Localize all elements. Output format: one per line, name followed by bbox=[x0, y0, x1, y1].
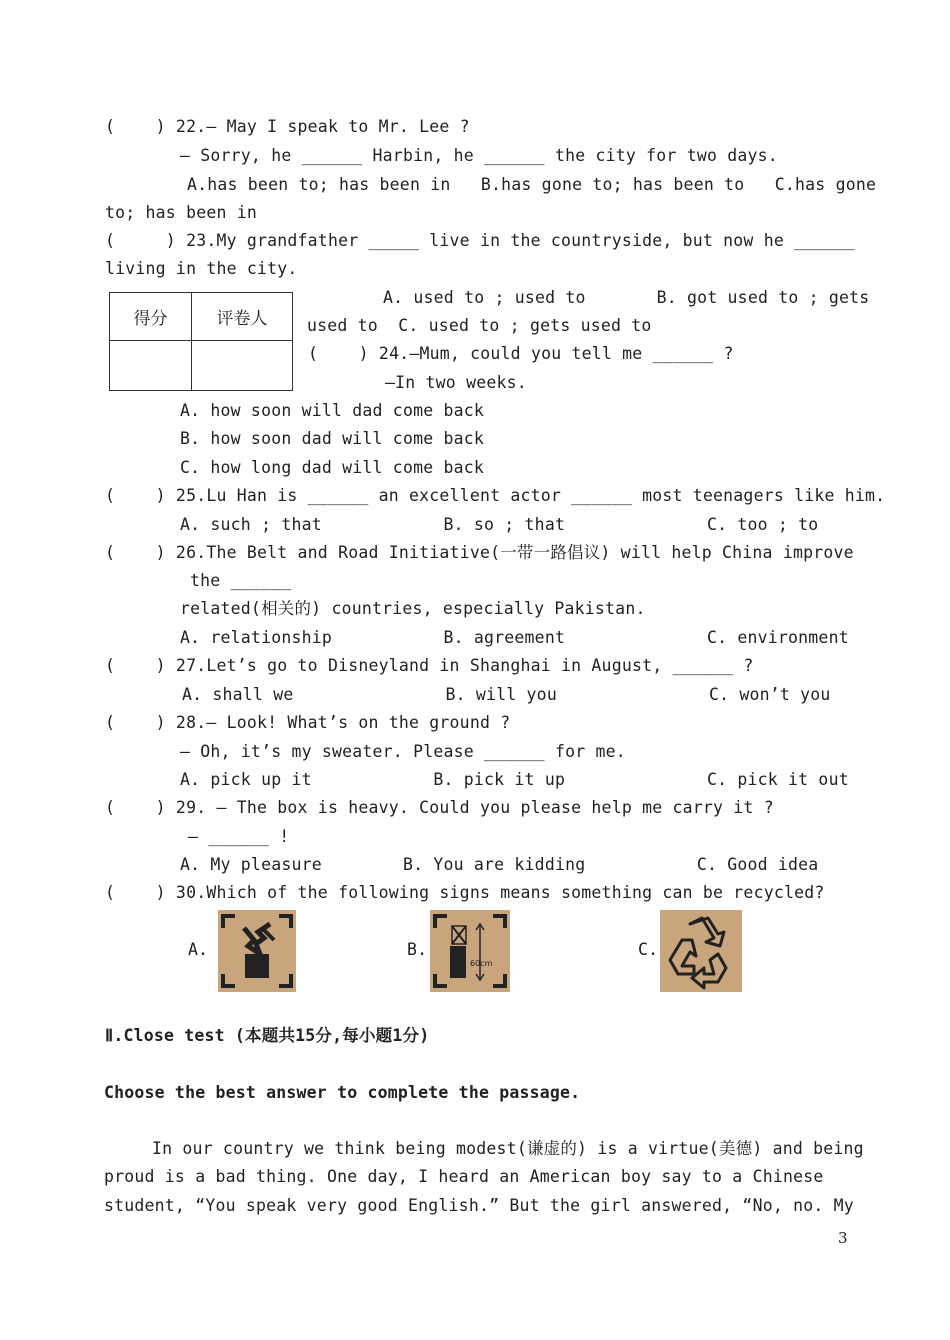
q30-stem: ( ) 30.Which of the following signs means something can be recycled? bbox=[105, 883, 825, 902]
q29-dialog: — ______ ! bbox=[188, 827, 290, 846]
q24-option-b: B. how soon dad will come back bbox=[180, 429, 485, 448]
q26-stem-cont: the ______ bbox=[190, 571, 292, 590]
passage-line-2: proud is a bad thing. One day, I heard an American boy say to a Chinese bbox=[104, 1167, 824, 1186]
page-number: 3 bbox=[838, 1229, 848, 1247]
passage-line-3: student, “You speak very good English.” But the girl answered, “No, no. My bbox=[104, 1196, 854, 1215]
q22-options: A.has been to; has been in B.has gone to; has been to C.has gone bbox=[187, 175, 877, 194]
passage-line-1: In our country we think being modest(谦虚的) is a virtue(美德) and being bbox=[152, 1139, 864, 1158]
q27-stem: ( ) 27.Let’s go to Disneyland in Shanghai in August, ______ ? bbox=[105, 656, 754, 675]
grader-header: 评卷人 bbox=[192, 293, 292, 341]
sign-b-limit-text: 60cm bbox=[470, 959, 493, 968]
section2-instruction: Choose the best answer to complete the passage. bbox=[104, 1083, 581, 1102]
q23-options: A. used to ; used to B. got used to ; gets bbox=[383, 288, 870, 307]
q22-options-cont: to; has been in bbox=[105, 203, 258, 222]
recycle-icon bbox=[660, 910, 742, 992]
score-table bbox=[109, 292, 293, 391]
grader-cell bbox=[192, 341, 292, 390]
q23-stem-cont: living in the city. bbox=[105, 259, 298, 278]
q28-stem: ( ) 28.— Look! What’s on the ground ? bbox=[105, 713, 511, 732]
q24-option-c: C. how long dad will come back bbox=[180, 458, 485, 477]
q26-options: A. relationship B. agreement C. environment bbox=[180, 628, 849, 647]
sign-b-label: B. bbox=[407, 940, 428, 959]
q26-stem: ( ) 26.The Belt and Road Initiative(一带一路倡议) will help China improve bbox=[105, 543, 854, 562]
sign-a-label: A. bbox=[188, 940, 209, 959]
q24-option-a: A. how soon will dad come back bbox=[180, 401, 485, 420]
score-header: 得分 bbox=[110, 293, 192, 341]
q25-options: A. such ; that B. so ; that C. too ; to bbox=[180, 515, 819, 534]
score-cell bbox=[110, 341, 192, 390]
q24-answer: —In two weeks. bbox=[385, 373, 527, 392]
q29-stem: ( ) 29. — The box is heavy. Could you please help me carry it ? bbox=[105, 798, 774, 817]
section2-title: Ⅱ.Close test (本题共15分,每小题1分) bbox=[105, 1026, 430, 1045]
q26-stem-cont2: related(相关的) countries, especially Pakistan. bbox=[180, 599, 646, 618]
q23-stem: ( ) 23.My grandfather _____ live in the countryside, but now he ______ bbox=[105, 231, 855, 250]
stack-height-limit-icon bbox=[430, 910, 510, 992]
q27-options: A. shall we B. will you C. won’t you bbox=[182, 685, 831, 704]
sign-c-label: C. bbox=[638, 940, 659, 959]
q22-dialog: — Sorry, he ______ Harbin, he ______ the city for two days. bbox=[180, 146, 778, 165]
q24-stem: ( ) 24.—Mum, could you tell me ______ ? bbox=[308, 344, 734, 363]
q29-options: A. My pleasure B. You are kidding C. Good idea bbox=[180, 855, 819, 874]
q23-options-cont: used to C. used to ; gets used to bbox=[307, 316, 652, 335]
q25-stem: ( ) 25.Lu Han is ______ an excellent actor ______ most teenagers like him. bbox=[105, 486, 886, 505]
q22-stem: ( ) 22.— May I speak to Mr. Lee ? bbox=[105, 117, 470, 136]
q28-dialog: — Oh, it’s my sweater. Please ______ for me. bbox=[180, 742, 626, 761]
q28-options: A. pick up it B. pick it up C. pick it out bbox=[180, 770, 849, 789]
fragile-broken-glass-icon bbox=[218, 910, 296, 992]
